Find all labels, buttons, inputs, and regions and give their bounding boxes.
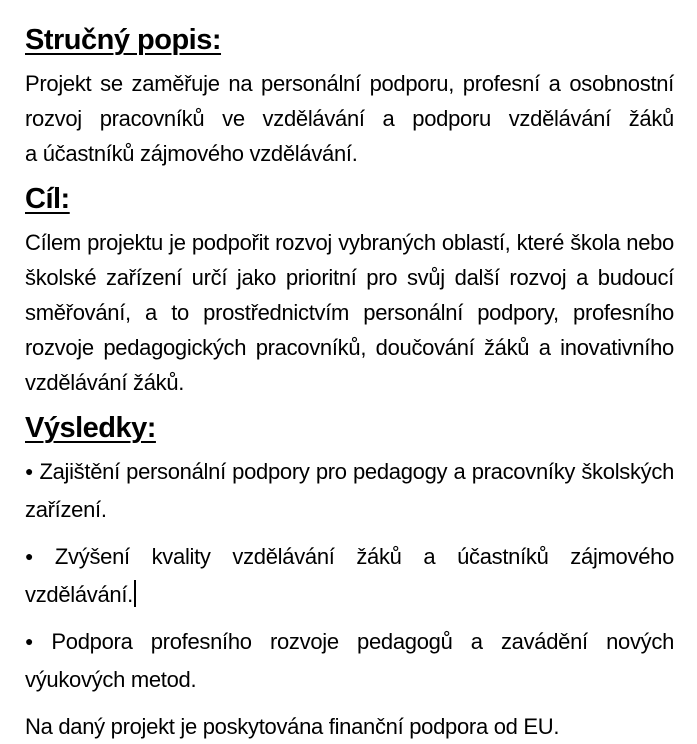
text-caret — [134, 580, 136, 607]
bullet-list-item[interactable] — [25, 454, 674, 527]
section-heading-strucny-popis[interactable]: Stručný popis: — [25, 24, 222, 56]
section-heading-vysledky[interactable]: Výsledky: — [25, 412, 156, 444]
bullet-list-item[interactable] — [25, 624, 674, 697]
bullet-item-text[interactable]: Podpora profesního rozvoje pedagogů a zavádění nových výukových metod. — [25, 629, 675, 692]
paragraph-cil[interactable]: Cílem projektu je podpořit rozvoj vybraných oblastí, které škola nebo školské zařízení určí jako prioritní pro svůj další rozvoj a budoucí směřování, a to prostřednictvím personální podpory, profesního rozvoje pedagogických pracovníků, doučování žáků a inovativního vzdělávání žáků. — [25, 230, 674, 395]
bullet-marker: ● — [25, 633, 34, 649]
section-cil — [25, 183, 674, 400]
bullet-marker: ● — [25, 463, 34, 479]
bullet-marker: ● — [25, 548, 34, 564]
section-heading-cil[interactable]: Cíl: — [25, 183, 70, 215]
section-vysledky — [25, 412, 674, 697]
bullet-item-text[interactable]: Zajištění personální podpory pro pedagogy a pracovníky školských zařízení. — [25, 459, 675, 522]
bullet-item-text[interactable]: Zvýšení kvality vzdělávání žáků a účastníků zájmového vzdělávání. — [25, 544, 674, 607]
section-strucny-popis — [25, 24, 674, 171]
bullet-list-item[interactable] — [25, 539, 674, 612]
paragraph-strucny-popis[interactable]: Projekt se zaměřuje na personální podporu, profesní a osobnostní rozvoj pracovníků ve vzdělávání a podporu vzdělávání žáků a účastníků zájmového vzdělávání. — [25, 71, 674, 166]
footer-text[interactable]: Na daný projekt je poskytována finanční podpora od EU. — [25, 714, 560, 739]
